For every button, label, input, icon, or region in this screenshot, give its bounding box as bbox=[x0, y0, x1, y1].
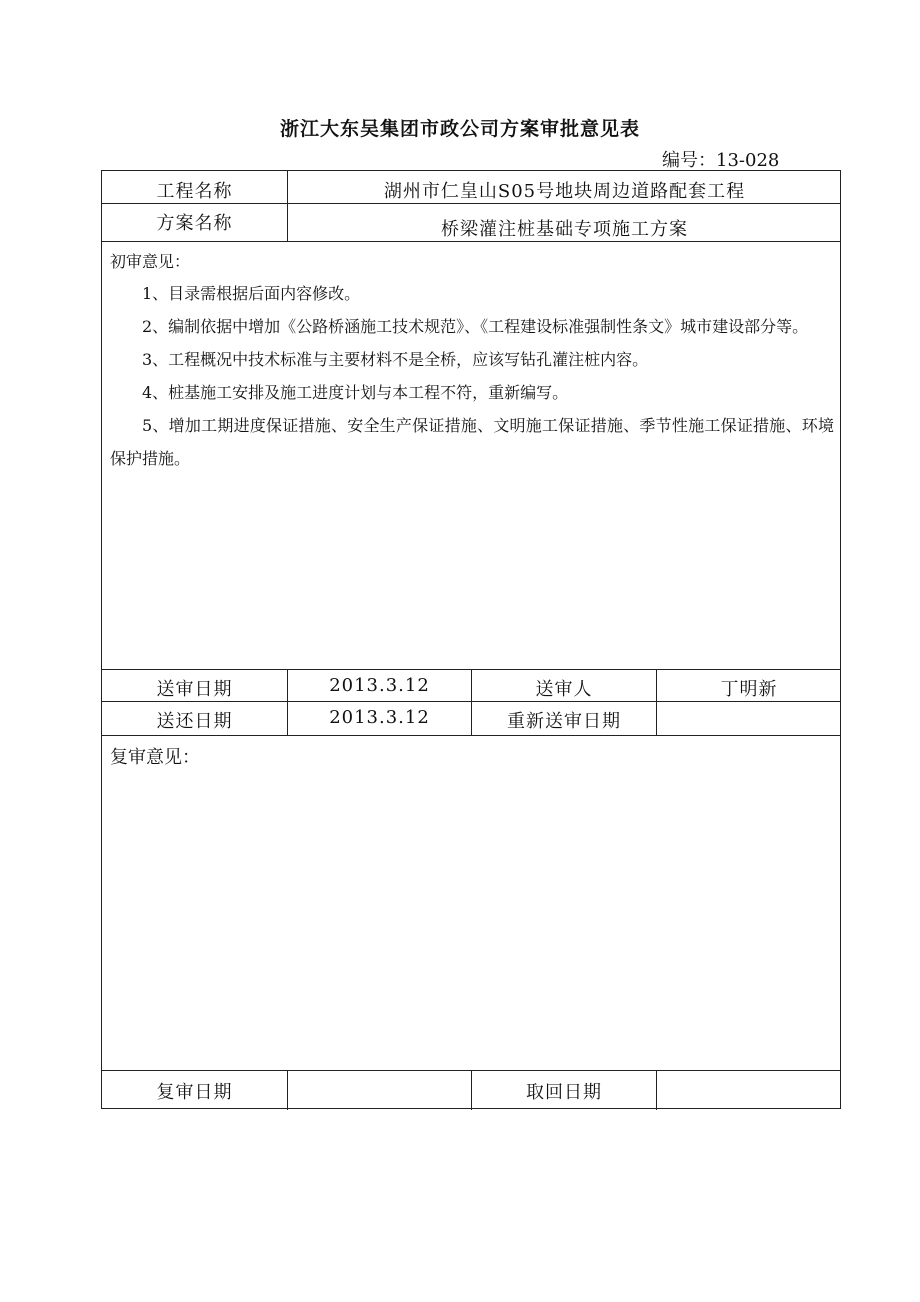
return-date-value: 2013.3.12 bbox=[329, 707, 430, 728]
opinion-item: 5、增加工期进度保证措施、安全生产保证措施、文明施工保证措施、季节性施工保证措施、环境保护措施。 bbox=[110, 416, 834, 468]
project-name-value: 湖州市仁皇山S05号地块周边道路配套工程 bbox=[383, 181, 746, 202]
document-title: 浙江大东吴集团市政公司方案审批意见表 bbox=[279, 118, 640, 140]
opinion-item: 4、桩基施工安排及施工进度计划与本工程不符，重新编写。 bbox=[142, 383, 569, 402]
submitter-value: 丁明新 bbox=[720, 679, 778, 700]
row-divider bbox=[102, 735, 840, 736]
re-review-heading: 复审意见： bbox=[110, 747, 200, 768]
return-date-label: 送还日期 bbox=[156, 711, 233, 732]
opinion-item: 1、目录需根据后面内容修改。 bbox=[142, 284, 361, 303]
column-divider bbox=[656, 1070, 657, 1110]
opinion-item: 3、工程概况中技术标准与主要材料不是全桥，应该写钻孔灌注桩内容。 bbox=[142, 350, 649, 369]
submit-date-value: 2013.3.12 bbox=[329, 675, 430, 696]
opinion-item: 2、编制依据中增加《公路桥涵施工技术规范》、《工程建设标准强制性条文》城市建设部分等。 bbox=[142, 317, 809, 336]
project-name-label: 工程名称 bbox=[156, 181, 233, 202]
row-divider bbox=[102, 203, 840, 204]
submitter-label: 送审人 bbox=[535, 679, 593, 700]
submit-date-label: 送审日期 bbox=[156, 679, 233, 700]
column-divider bbox=[287, 1070, 288, 1110]
retrieve-date-label: 取回日期 bbox=[526, 1082, 602, 1103]
serial-number: 编号：13-028 bbox=[662, 150, 780, 171]
approval-form-table bbox=[101, 170, 841, 1109]
initial-review-heading: 初审意见： bbox=[110, 252, 191, 271]
re-review-date-label: 复审日期 bbox=[156, 1082, 233, 1103]
plan-name-label: 方案名称 bbox=[156, 213, 233, 234]
initial-review-opinions bbox=[110, 277, 834, 475]
plan-name-value: 桥梁灌注桩基础专项施工方案 bbox=[441, 219, 688, 240]
resubmit-date-label: 重新送审日期 bbox=[507, 711, 621, 732]
row-divider bbox=[102, 241, 840, 242]
